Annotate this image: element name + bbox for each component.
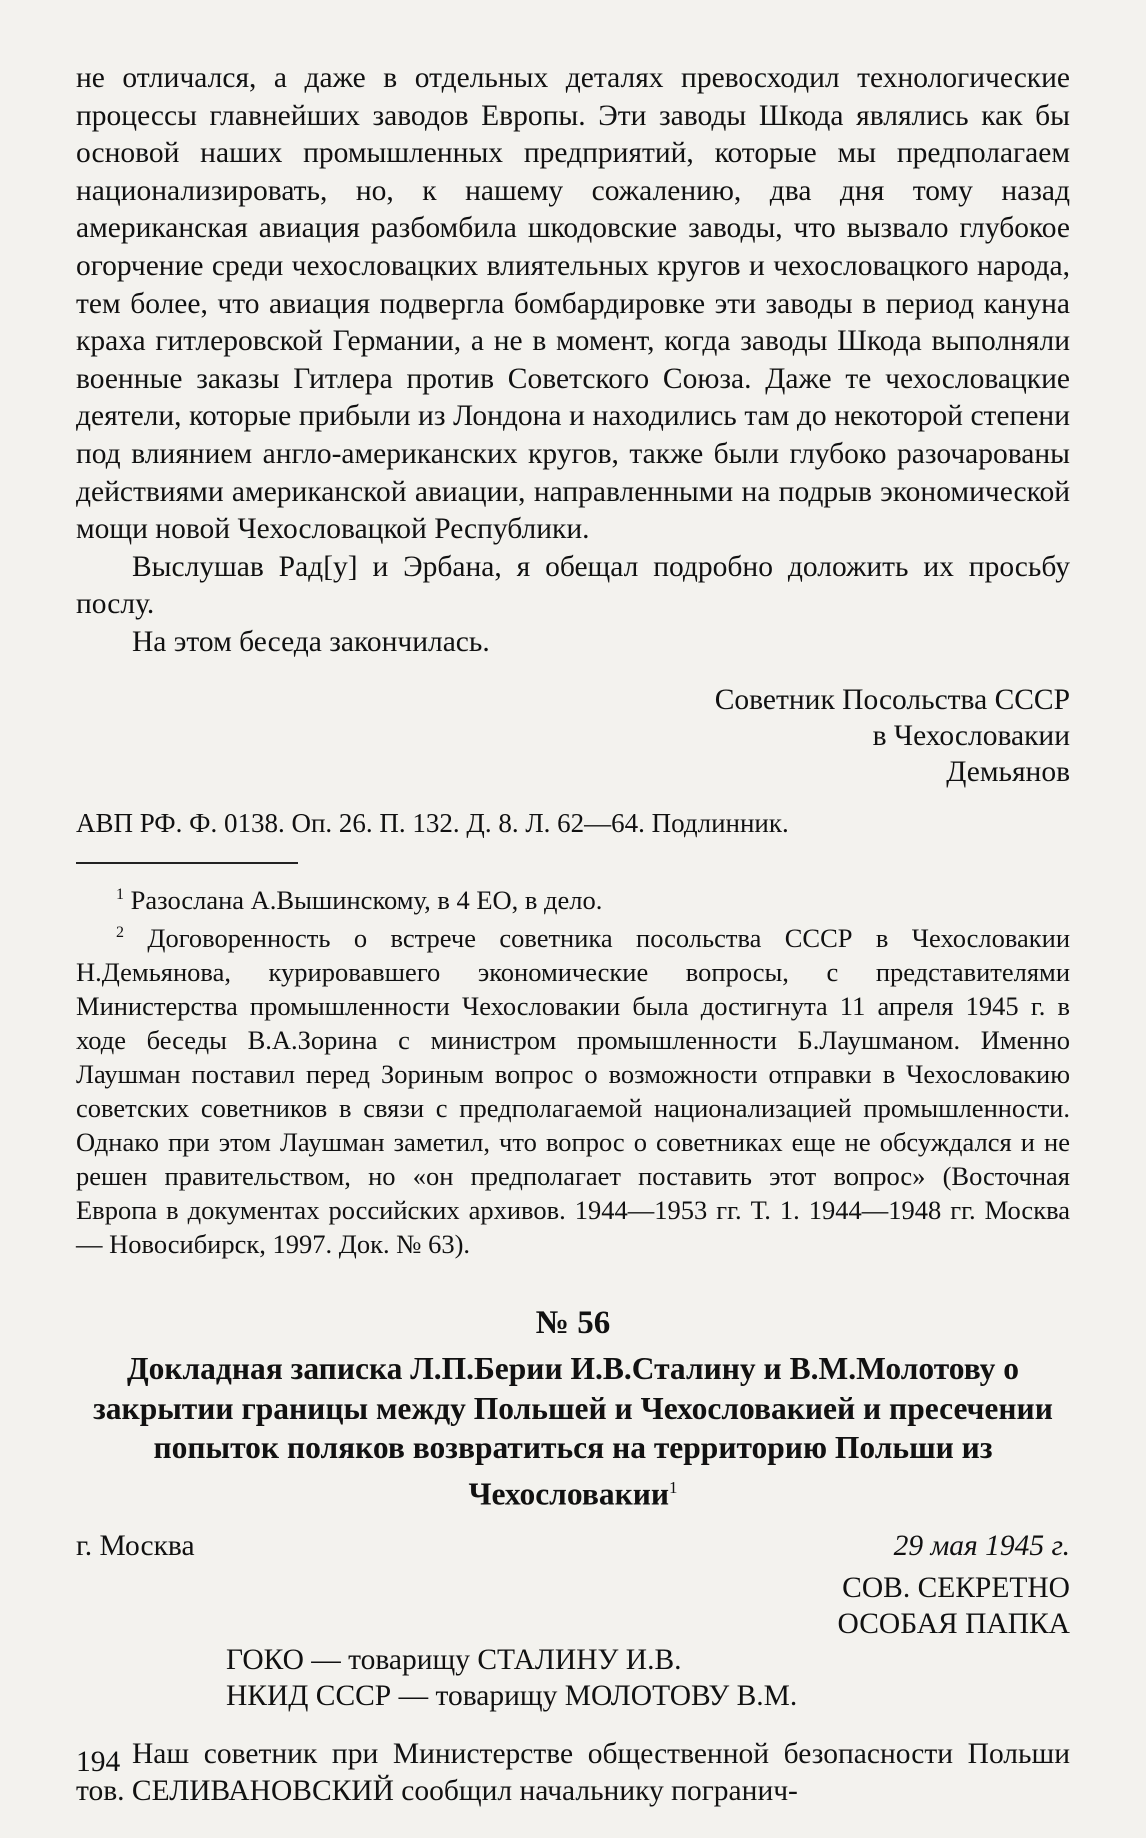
archive-reference: АВП РФ. Ф. 0138. Оп. 26. П. 132. Д. 8. Л. 62—64. Подлинник. (76, 807, 789, 838)
page-number: 194 (76, 1746, 121, 1778)
signature-title: Советник Посольства СССР (714, 683, 1070, 716)
footnote-2-text: Договоренность о встрече советника посольства СССР в Чехословакии Н.Демьянова, курировавшего экономические вопросы, с представителями Министерства промышленности Чехословакии была достигнута 11 апреля 1945 г. в ходе беседы В.А.Зорина с министром промышленности Б.Лаушманом. Именно Лаушман поставил перед Зориным вопрос о возможности отправки в Чехословакию советских советников в связи с предполагаемой национализацией промышленности. Однако при этом Лаушман заметил, что вопрос о советниках еще не обсуждался и не решен правительством, но «он предполагает поставить этот вопрос» (Восточная Европа в документах российских архивов. 1944—1953 гг. Т. 1. 1944—1948 гг. Москва — Новосибирск, 1997. Док. № 63). (76, 923, 1070, 1260)
document-title-text: Докладная записка Л.П.Берии И.В.Сталину и В.М.Молотову о закрытии границы между Польшей и Чехословакией и пресечении попыток поляков возвратиться на территорию Польши из Чехословакии (93, 1351, 1053, 1512)
document-place: г. Москва (76, 1529, 195, 1562)
place-date-line (76, 1528, 1070, 1564)
footnote-1-text: Разослана А.Вышинскому, в 4 ЕО, в дело. (130, 884, 603, 915)
paragraph-continuation: не отличался, а даже в отдельных деталях превосходил технологические процессы главнейших заводов Европы. Эти заводы Шкода являлись как бы основой наших промышленных предприятий, которые мы предполагаем национализировать, но, к нашему сожалению, два дня тому назад американская авиация разбомбила шкодовские заводы, что вызвало глубокое огорчение среди чехословацких влиятельных кругов и чехословацкого народа, тем более, что авиация подвергла бомбардировке эти заводы в период кануна краха гитлеровской Германии, а не в момент, когда заводы Шкода выполняли военные заказы Гитлера против Советского Союза. Даже те чехословацкие деятели, которые прибыли из Лондона и находились там до некоторой степени под влиянием англо-американских кругов, также были глубоко разочарованы действиями американской авиации, направленными на подрыв экономической мощи новой Чехословацкой Республики. (76, 62, 1070, 546)
document-body: Наш советник при Министерстве общественной безопасности Польши тов. СЕЛИВАНОВСКИЙ сообщил начальнику погранич- (76, 1737, 1070, 1808)
footnote-2 (76, 916, 1070, 1261)
signature-block (76, 682, 1070, 790)
paragraph-conclusion: На этом беседа закончилась. (132, 625, 490, 658)
signature-name: Демьянов (946, 755, 1070, 788)
recipient-molotov: НКИД СССР — товарищу МОЛОТОВУ В.М. (226, 1679, 798, 1712)
paragraph-request: Выслушав Рад[у] и Эрбана, я обещал подробно доложить их просьбу послу. (76, 550, 1070, 621)
document-date: 29 мая 1945 г. (893, 1529, 1070, 1562)
footnote-1 (76, 878, 1070, 917)
signature-location: в Чехословакии (872, 719, 1070, 752)
recipient-stalin: ГОКО — товарищу СТАЛИНУ И.В. (226, 1643, 682, 1676)
footnote-2-marker: 2 (116, 924, 124, 942)
footnote-divider (76, 862, 298, 864)
classification-secret: СОВ. СЕКРЕТНО (842, 1571, 1070, 1604)
document-title (76, 1349, 1070, 1514)
book-page (76, 60, 1070, 1811)
document-title-footnote-marker: 1 (669, 1477, 678, 1497)
document-number: № 56 (535, 1305, 611, 1342)
footnote-1-marker: 1 (116, 885, 124, 903)
classification-folder: ОСОБАЯ ПАПКА (837, 1607, 1070, 1640)
